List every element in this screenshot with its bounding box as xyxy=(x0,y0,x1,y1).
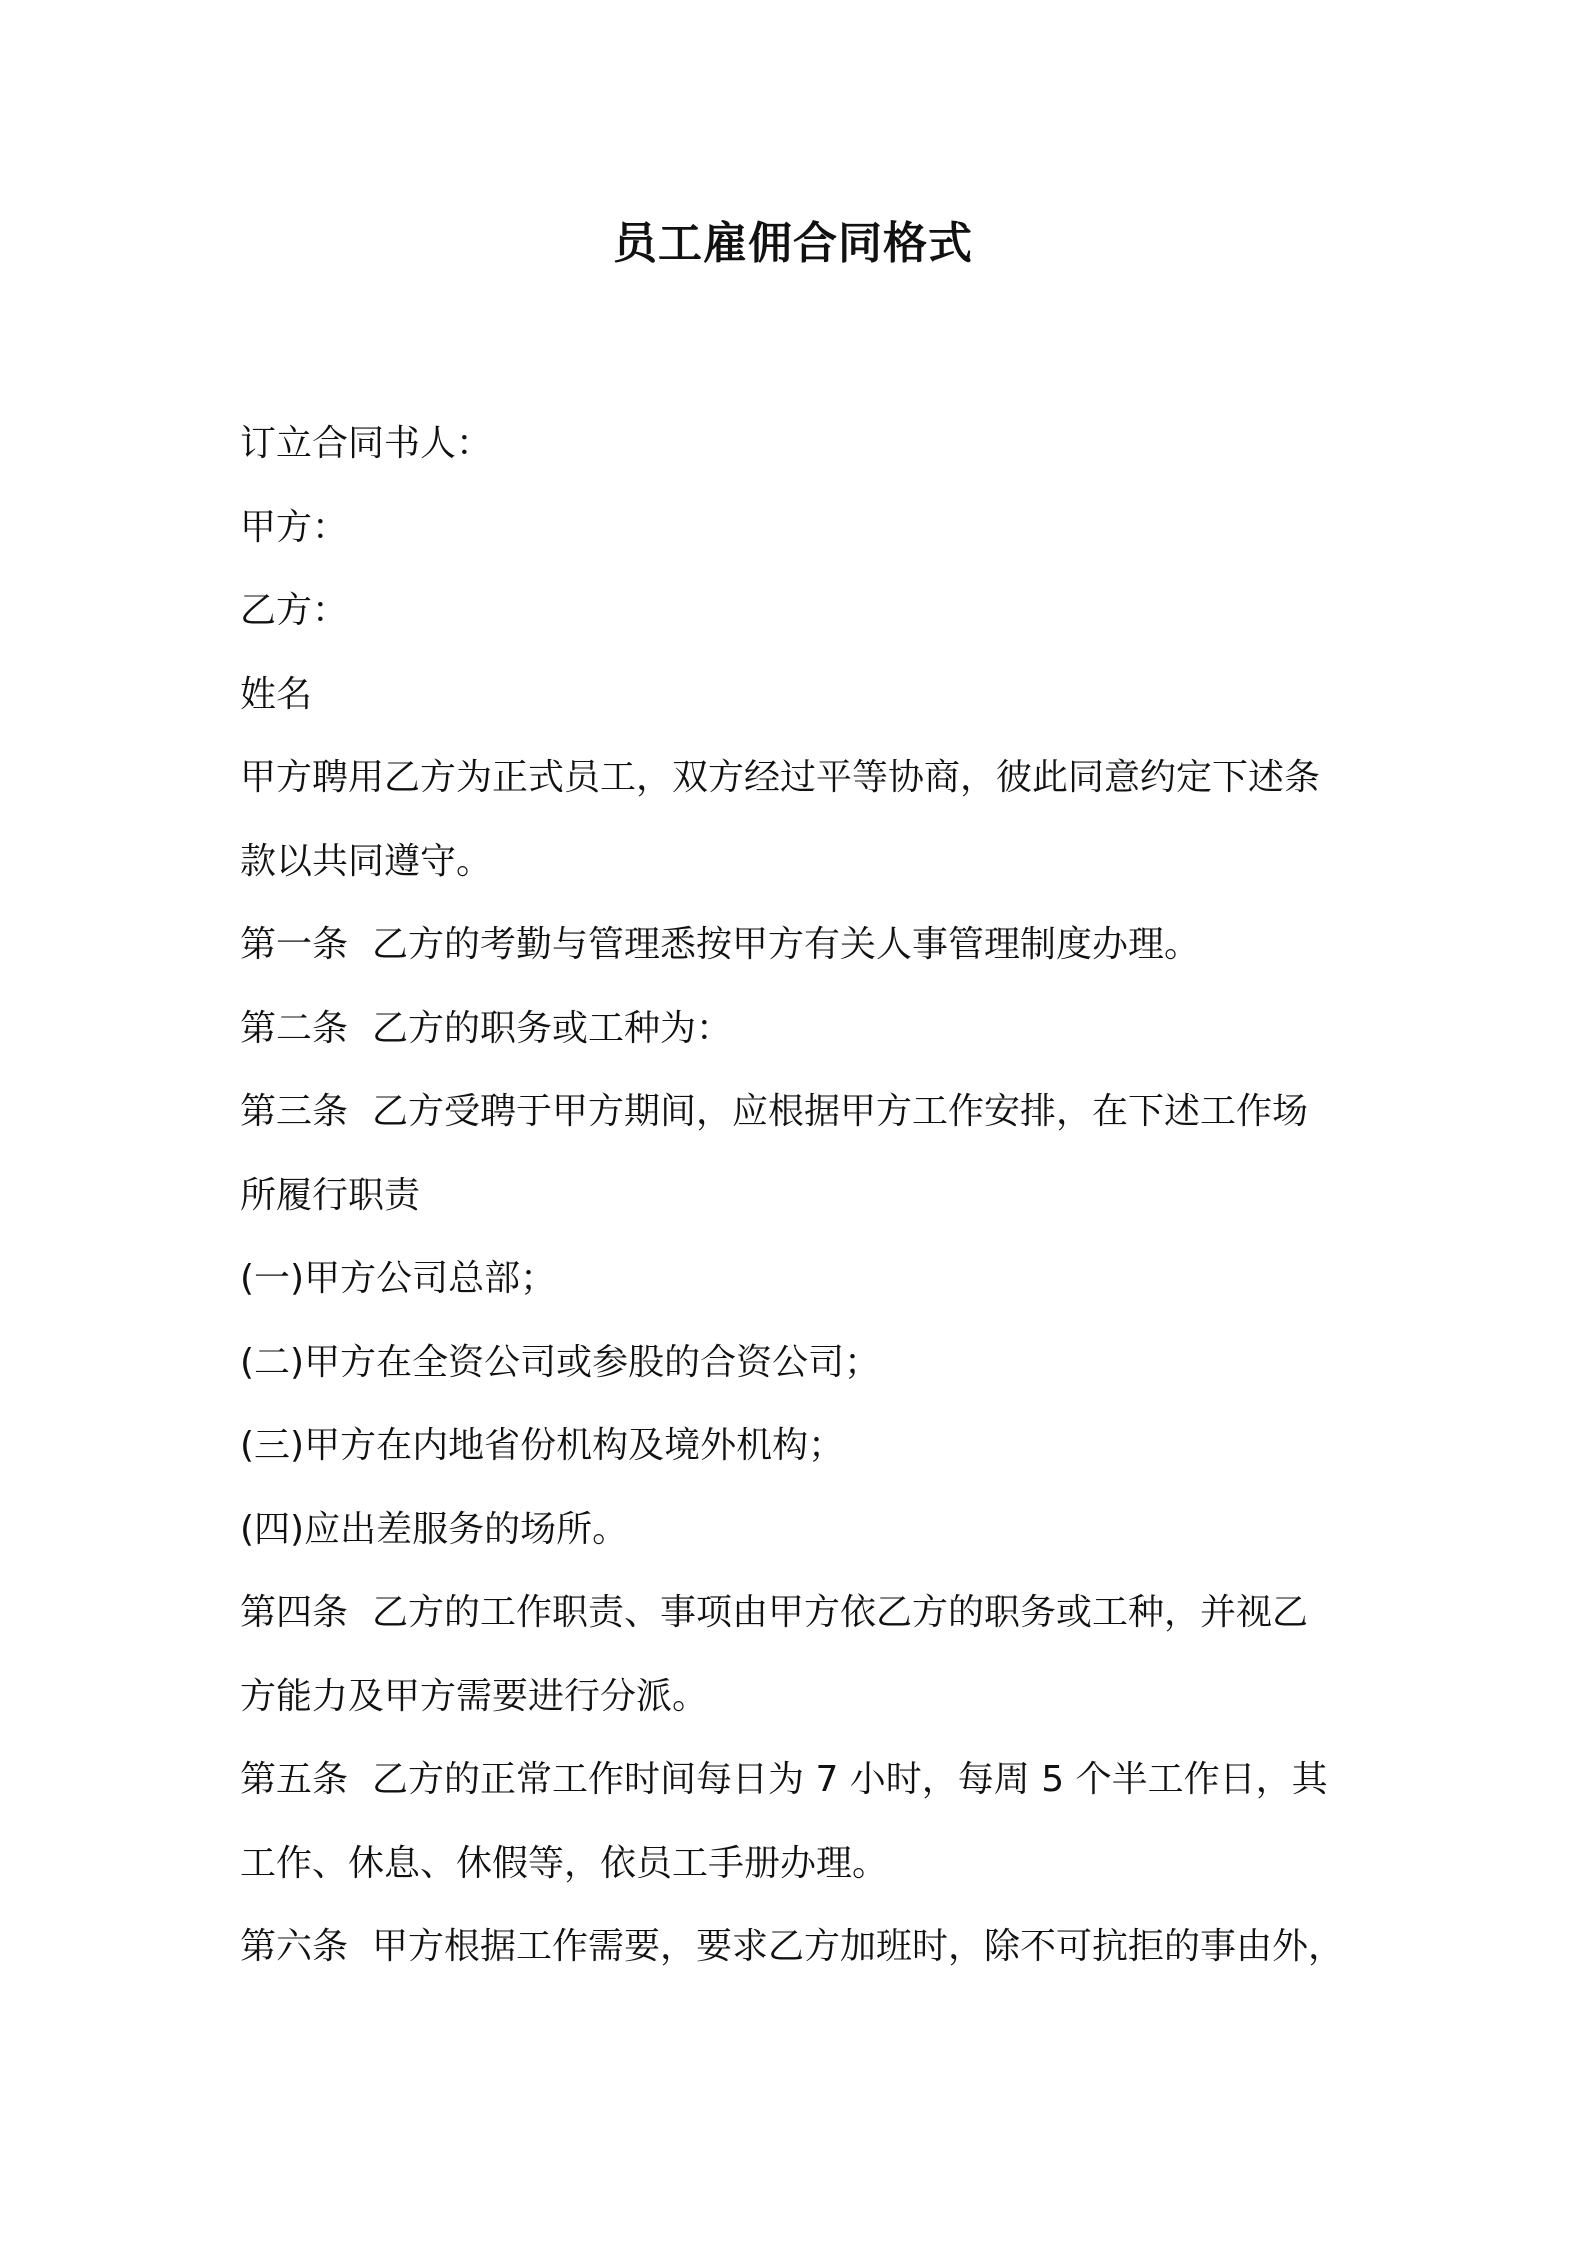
article-4 xyxy=(240,1571,1350,1655)
text-line-party-b: 乙方： xyxy=(240,590,349,631)
article-number: 第二条 xyxy=(240,1007,349,1049)
article-5-continued: 工作、休息、休假等，依员工手册办理。 xyxy=(240,1842,889,1884)
workplace-item: (四)应出差服务的场所。 xyxy=(240,1508,629,1550)
article-4-continued: 方能力及甲方需要进行分派。 xyxy=(240,1675,709,1717)
article-text: 甲方根据工作需要，要求乙方加班时，除不可抗拒的事由外， xyxy=(372,1926,1345,1967)
article-text: 乙方的正常工作时间每日为 7 小时，每周 5 个半工作日，其 xyxy=(372,1759,1328,1800)
document-title: 员工雇佣合同格式 xyxy=(613,218,973,269)
article-5 xyxy=(240,1738,1350,1822)
text-line-party-a: 甲方： xyxy=(240,506,349,548)
article-6 xyxy=(240,1905,1350,1989)
article-number: 第三条 xyxy=(240,1091,349,1132)
article-text: 乙方的职务或工种为： xyxy=(372,1007,733,1049)
article-text: 乙方的工作职责、事项由甲方依乙方的职务或工种，并视乙 xyxy=(372,1592,1309,1633)
article-number: 第五条 xyxy=(240,1759,349,1800)
article-text: 乙方的考勤与管理悉按甲方有关人事管理制度办理。 xyxy=(372,924,1201,965)
article-number: 第四条 xyxy=(240,1592,349,1633)
text-line-preamble-1: 甲方聘用乙方为正式员工，双方经过平等协商，彼此同意约定下述条 xyxy=(240,757,1321,798)
workplace-item: (三)甲方在内地省份机构及境外机构； xyxy=(240,1425,845,1466)
article-2 xyxy=(240,987,1350,1071)
article-3 xyxy=(240,1070,1350,1154)
article-1 xyxy=(240,903,1350,987)
text-line-name: 姓名 xyxy=(240,673,313,715)
workplace-item: (二)甲方在全资公司或参股的合资公司； xyxy=(240,1341,881,1383)
article-3-continued: 所履行职责 xyxy=(240,1174,421,1216)
article-number: 第六条 xyxy=(240,1926,349,1967)
text-line-signatories: 订立合同书人： xyxy=(240,423,493,464)
document-body xyxy=(240,402,1350,1989)
article-text: 乙方受聘于甲方期间，应根据甲方工作安排，在下述工作场 xyxy=(372,1091,1309,1132)
workplace-item: (一)甲方公司总部； xyxy=(240,1258,557,1299)
article-number: 第一条 xyxy=(240,924,349,965)
text-line-preamble-2: 款以共同遵守。 xyxy=(240,840,493,882)
